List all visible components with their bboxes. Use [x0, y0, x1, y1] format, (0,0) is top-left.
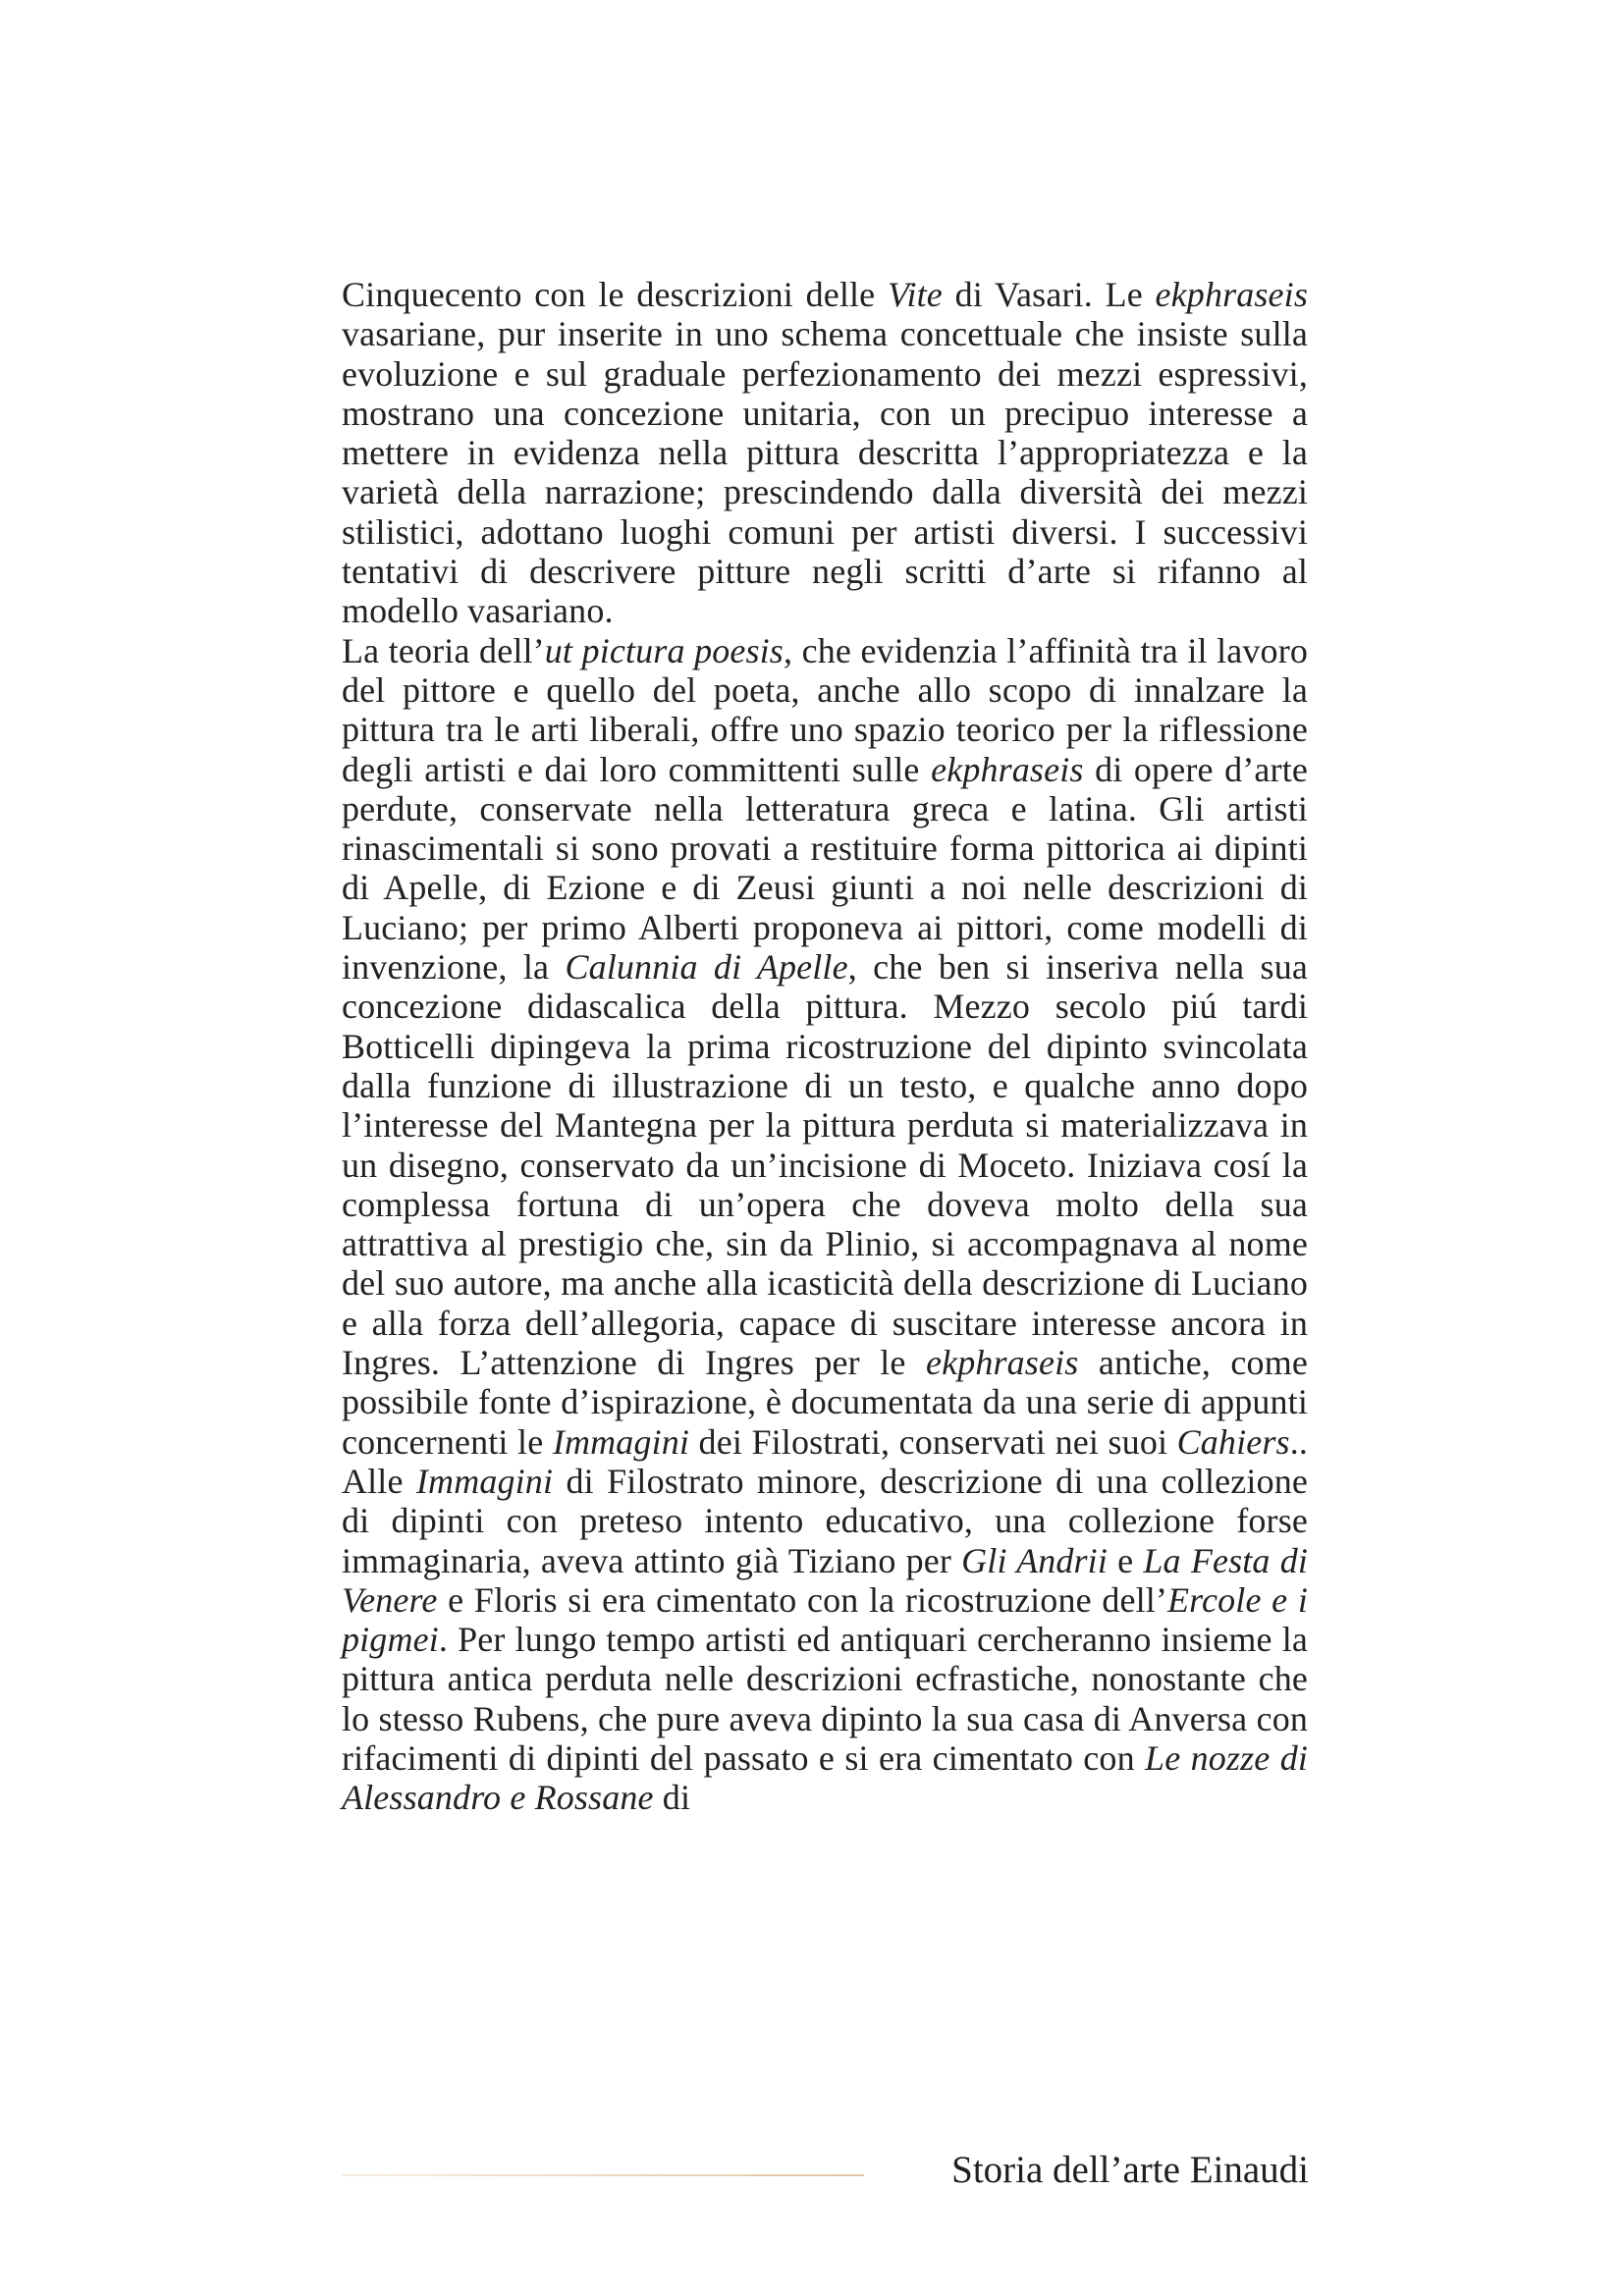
text-run: , che evidenzia l’affinità tra il lavoro del pittore e quello del poeta, anche allo scopo di innalzare la pittura tra le arti liberali, offre uno spazio teorico per la riflessione degli artisti e dai loro committenti sulle	[342, 630, 1308, 789]
text-run: dei Filostrati, conservati nei suoi	[689, 1421, 1177, 1462]
italic-text-run: Gli Andrii	[961, 1540, 1108, 1580]
footer-series-title: Storia dell’arte Einaudi	[951, 2149, 1309, 2191]
text-run: , che ben si inseriva nella sua concezione didascalica della pittura. Mezzo secolo piú tardi Botticelli dipingeva la prima ricostruzione del dipinto svincolata dalla funzione di illustrazione di un testo, e qualche anno dopo l’interesse del Mantegna per la pittura perduta si materializzava in un disegno, conservato da un’incisione di Moceto. Iniziava cosí la complessa fortuna di un’opera che doveva molto della sua attrattiva al prestigio che, sin da Plinio, si accompagnava al nome del suo autore, ma anche alla icasticità della descrizione di Luciano e alla forza dell’allegoria, capace di suscitare interesse ancora in Ingres. L’attenzione di Ingres per le	[342, 947, 1308, 1383]
text-run: di Vasari. Le	[942, 275, 1156, 314]
text-run: vasariane, pur inserite in uno schema concettuale che insiste sulla evoluzione e sul graduale perfezionamento dei mezzi espressivi, mostrano una concezione unitaria, con un precipuo interesse a mettere in evidenza nella pittura descritta l’appropriatezza e la varietà della narrazione; prescindendo dalla diversità dei mezzi stilistici, adottano luoghi comuni per artisti diversi. I successivi tentativi di descrivere pitture negli scritti d’arte si rifanno al modello vasariano.	[342, 314, 1308, 631]
text-run: e Floris si era cimentato con la ricostruzione dell’	[437, 1579, 1168, 1620]
italic-text-run: Ercole e i pigmei	[342, 1579, 1308, 1660]
text-run: . Per lungo tempo artisti ed antiquari cercheranno insieme la pittura antica perduta nelle descrizioni ecfrastiche, nonostante che lo stesso Rubens, che pure aveva dipinto la sua casa di Anversa con rifacimenti di dipinti del passato e si era cimentato con	[342, 1620, 1308, 1778]
text-run: di opere d’arte perdute, conservate nella letteratura greca e latina. Gli artisti rinascimentali si sono provati a restituire forma pittorica ai dipinti di Apelle, di Ezione e di Zeusi giunti a noi nelle descrizioni di Luciano; per primo Alberti proponeva ai pittori, come modelli di invenzione, la	[342, 749, 1308, 988]
text-run: e	[1108, 1540, 1144, 1580]
text-run: di	[653, 1778, 691, 1818]
italic-text-run: Vite	[887, 275, 943, 314]
italic-text-run: ekphraseis	[925, 1343, 1079, 1383]
italic-text-run: Cahiers	[1176, 1421, 1290, 1462]
text-run: La teoria dell’	[342, 630, 545, 670]
text-run: .. Alle	[342, 1421, 1308, 1501]
paragraph-2	[342, 631, 1308, 1818]
italic-text-run: Le nozze di Alessandro e Rossane	[342, 1737, 1308, 1818]
footer-rule	[342, 2174, 864, 2176]
text-run: antiche, come possibile fonte d’ispirazione, è documentata da una serie di appunti concernenti le	[342, 1343, 1308, 1462]
italic-text-run: Calunnia di Apelle	[565, 947, 848, 988]
italic-text-run: ut pictura poesis	[544, 630, 784, 670]
text-run: Cinquecento con le descrizioni delle	[342, 275, 888, 314]
italic-text-run: La Festa di Venere	[342, 1540, 1308, 1620]
italic-text-run: Immagini	[552, 1421, 690, 1462]
paragraph-1	[342, 275, 1308, 631]
body-text	[342, 275, 1308, 1818]
text-run: di Filostrato minore, descrizione di una collezione di dipinti con preteso intento educativo, una collezione forse immaginaria, aveva attinto già Tiziano per	[342, 1461, 1308, 1580]
italic-text-run: ekphraseis	[1155, 275, 1308, 314]
italic-text-run: ekphraseis	[931, 749, 1084, 789]
italic-text-run: Immagini	[415, 1461, 554, 1501]
